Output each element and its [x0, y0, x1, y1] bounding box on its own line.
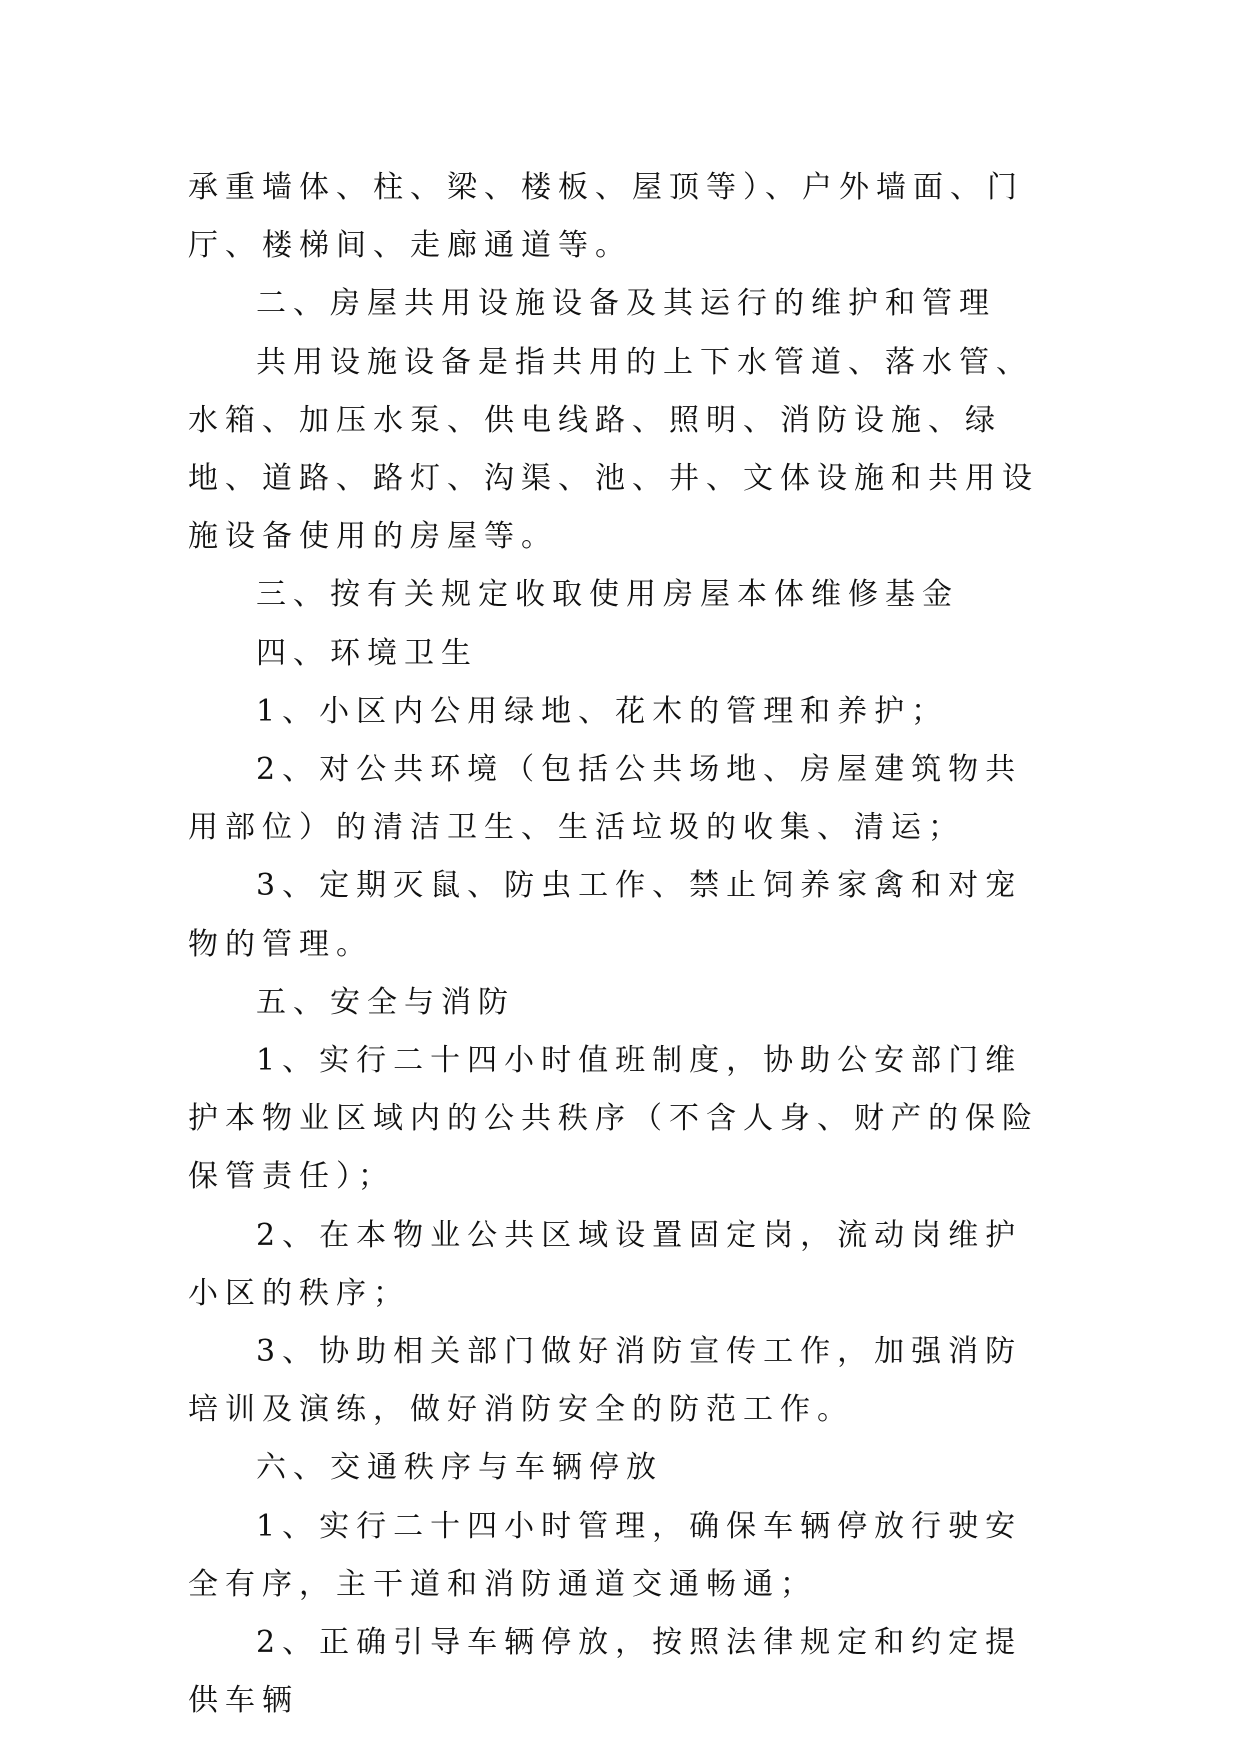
list-item: 2、正确引导车辆停放，按照法律规定和约定提供车辆 [188, 1625, 1023, 1719]
document-body [188, 159, 1056, 1730]
list-item: 1、实行二十四小时管理，确保车辆停放行驶安全有序，主干道和消防通道交通畅通； [188, 1508, 1023, 1602]
list-item: 2、在本物业公共区域设置固定岗，流动岗维护小区的秩序； [188, 1217, 1023, 1311]
list-item: 1、实行二十四小时值班制度，协助公安部门维护本物业区域内的公共秩序（不含人身、财产的保险保管责任）； [188, 1043, 1039, 1195]
paragraph: 共用设施设备是指共用的上下水管道、落水管、水箱、加压水泵、供电线路、照明、消防设施、绿地、道路、路灯、沟渠、池、井、文体设施和共用设施设备使用的房屋等。 [188, 344, 1039, 555]
paragraph: 承重墙体、柱、梁、楼板、屋顶等）、户外墙面、门厅、楼梯间、走廊通道等。 [188, 170, 1024, 264]
list-item: 3、协助相关部门做好消防宣传工作，加强消防培训及演练，做好消防安全的防范工作。 [188, 1334, 1023, 1428]
list-item: 3、定期灭鼠、防虫工作、禁止饲养家禽和对宠物的管理。 [188, 868, 1023, 962]
section-heading: 四、环境卫生 [256, 635, 478, 671]
section-heading: 二、房屋共用设施设备及其运行的维护和管理 [256, 286, 996, 322]
list-item: 2、对公共环境（包括公共场地、房屋建筑物共用部位）的清洁卫生、生活垃圾的收集、清运； [188, 752, 1023, 846]
section-heading: 三、按有关规定收取使用房屋本体维修基金 [256, 577, 959, 613]
section-heading: 六、交通秩序与车辆停放 [256, 1450, 663, 1486]
section-heading: 五、安全与消防 [256, 984, 515, 1020]
list-item: 1、小区内公用绿地、花木的管理和养护； [256, 693, 949, 729]
